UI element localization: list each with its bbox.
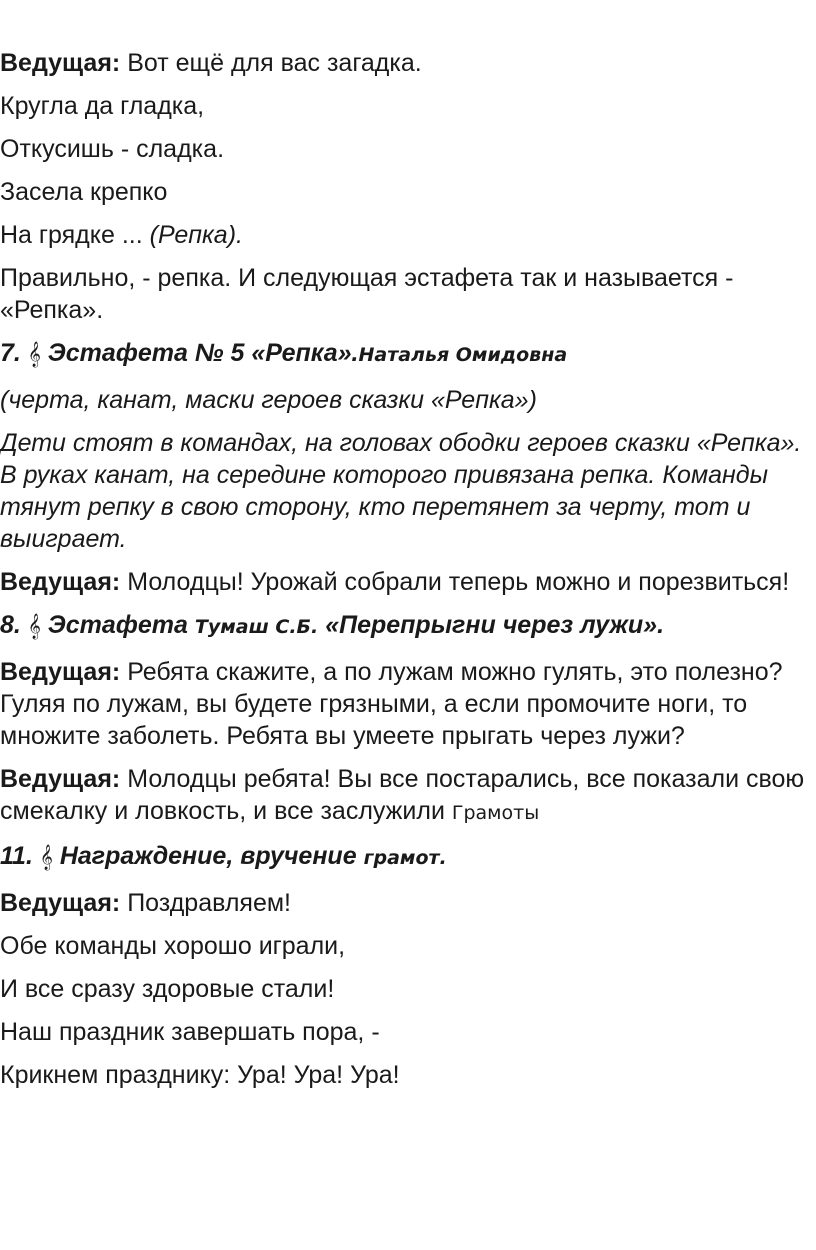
riddle-intro-text: Вот ещё для вас загадка. [120, 49, 422, 77]
poem-line-3: Наш праздник завершать пора, - [0, 1018, 380, 1046]
speaker-label: Ведущая: [0, 765, 121, 793]
paragraph-text: Ребята скажите, а по лужам можно гулять, это полезно? Гуляя по лужам, вы будете грязными, а если промочите ноги, то множите заболеть. Ребята вы умеете прыгать через лужи? [0, 658, 783, 750]
paragraph-text: Молодцы! Урожай собрали теперь можно и порезвиться! [120, 568, 790, 596]
heading-title: Награждение, вручение [52, 842, 364, 870]
heading-author: Тумаш С.Б. [194, 616, 319, 638]
heading-number: 7. [0, 339, 21, 367]
speaker-label: Ведущая: [0, 658, 121, 686]
paragraph-riddle-answer: Правильно, - репка. И следующая эстафета так и называется - «Репка». [0, 264, 734, 324]
paragraph-congrats [0, 887, 816, 919]
riddle-line-2: Откусишь - сладка. [0, 135, 225, 163]
poem-line-2: И все сразу здоровые стали! [0, 975, 335, 1003]
treble-clef-icon: 𝄞 [27, 342, 41, 367]
riddle-line-4-text: На грядке ... [0, 221, 150, 249]
riddle-line-4 [0, 219, 816, 251]
heading-relay-5 [0, 337, 816, 371]
paragraph-riddle-intro [0, 47, 816, 79]
heading-author: Наталья Омидовна [358, 344, 568, 366]
speaker-label: Ведущая: [0, 568, 121, 596]
paragraph-text: Молодцы ребята! Вы все постарались, все показали свою смекалку и ловкость, и все заслужили [0, 765, 805, 825]
relay-5-description: Дети стоят в командах, на головах ободки героев сказки «Репка». В руках канат, на середине которого привязана репка. Команды тянут репку в свою сторону, кто перетянет за черту, тот и выиграет. [0, 429, 802, 553]
heading-number: 8. [0, 611, 21, 639]
poem-line-4: Крикнем празднику: Ура! Ура! Ура! [0, 1061, 400, 1089]
heading-title-a: Эстафета [40, 611, 195, 639]
heading-number: 11. [0, 842, 33, 870]
speaker-label: Ведущая: [0, 889, 121, 917]
riddle-line-1: Кругла да гладка, [0, 92, 205, 120]
heading-title-small: грамот. [363, 847, 447, 869]
paragraph-after-relay-5 [0, 566, 816, 598]
paragraph-praise [0, 763, 816, 829]
treble-clef-icon: 𝄞 [27, 614, 41, 639]
speaker-label: Ведущая: [0, 49, 121, 77]
document-page [0, 47, 816, 1102]
certificates-word: Грамоты [451, 802, 540, 824]
heading-title-b: «Перепрыгни через лужи». [318, 611, 665, 639]
poem-line-1: Обе команды хорошо играли, [0, 932, 346, 960]
relay-5-equipment: (черта, канат, маски героев сказки «Репка») [0, 386, 537, 414]
treble-clef-icon: 𝄞 [39, 845, 53, 870]
paragraph-text: Поздравляем! [120, 889, 291, 917]
heading-title: Эстафета № 5 «Репка». [40, 339, 359, 367]
heading-relay-8 [0, 609, 816, 643]
riddle-line-3: Засела крепко [0, 178, 168, 206]
heading-award [0, 840, 816, 874]
paragraph-puddles-question [0, 656, 816, 752]
riddle-answer: (Репка). [149, 221, 243, 249]
